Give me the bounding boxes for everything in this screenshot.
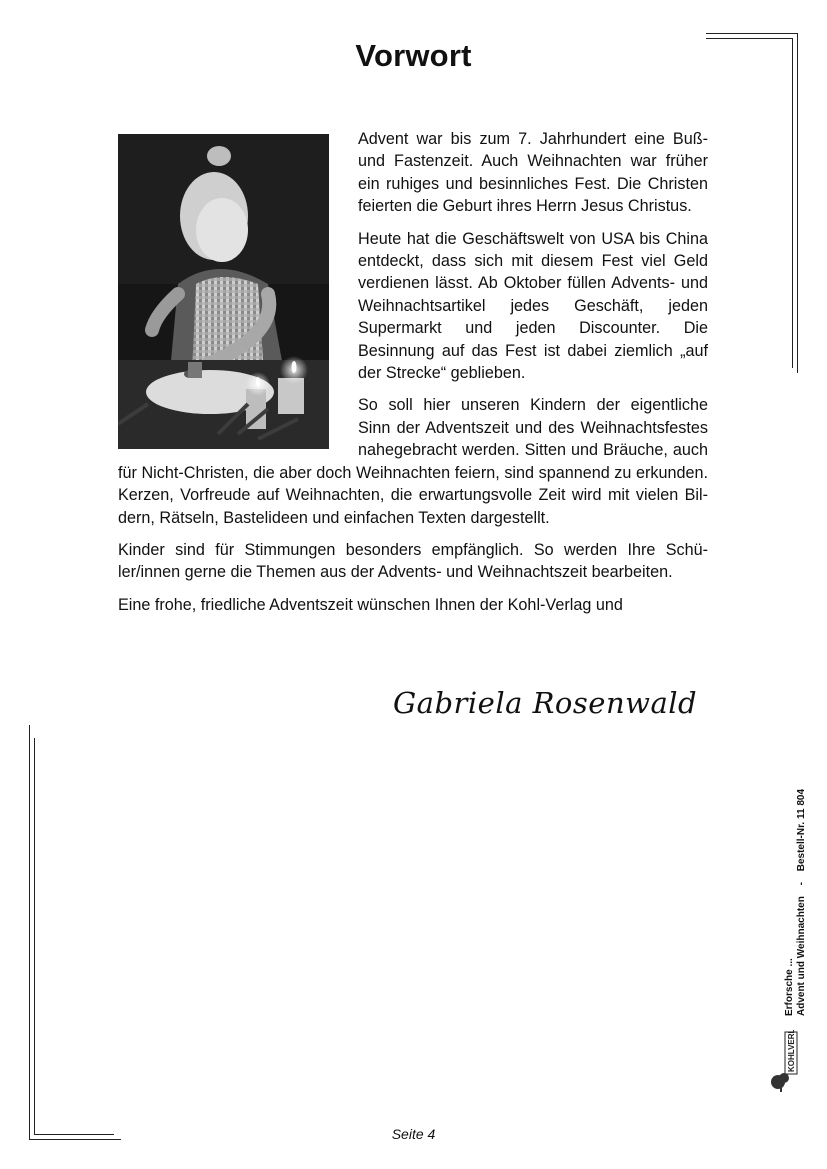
frame-bottom-left-vertical: [29, 725, 30, 1139]
frame-top-right-horizontal-inner: [706, 38, 793, 39]
sidebar-book-line: [796, 786, 808, 1016]
page-number: Seite 4: [391, 1126, 436, 1142]
publisher-sidebar: [784, 786, 808, 1016]
page-title: Vorwort: [355, 38, 472, 73]
paragraph-4: Kinder sind für Stimmungen besonders empfänglich. So werden Ihre Schüler/innen gerne die Themen aus der Advents- und Weihnachtszeit bearbeiten.: [118, 540, 708, 582]
photo-wrap-spacer: [118, 128, 358, 444]
foreword-text: [118, 128, 708, 626]
sidebar-separator: -: [796, 882, 807, 886]
tree-logo-icon: [769, 1030, 799, 1094]
paragraph-3: So soll hier unseren Kindern der eigentliche Sinn der Adventszeit und des Weihnachtsfestes nahegebracht werden. Sitten und Bräuche, auch für Nicht-Christen, die aber doch Weihnachten feiern, sind spannend zu erkunden. Kerzen, Vorfreude auf Weihnachten, die erwartungsvolle Zeit wird mit vielen Bildern, Rätseln, Bastelideen und einfachen Texten dargestellt.: [118, 396, 708, 527]
frame-top-right-horizontal: [706, 33, 798, 34]
sidebar-order-number: Bestell-Nr. 11 804: [796, 788, 807, 872]
frame-top-right-vertical-inner: [792, 38, 793, 368]
sidebar-series: Erforsche ...: [784, 958, 795, 1016]
author-signature: Gabriela Rosenwald: [393, 686, 698, 720]
frame-bottom-left-vertical-inner: [34, 738, 35, 1134]
paragraph-2: Heute hat die Geschäftswelt von USA bis China entdeckt, dass sich mit diesem Fest viel Geld verdienen lässt. Ab Oktober füllen Advents- und Weihnachtsartikel jedes Geschäft, jeden Supermarkt und jeden Discounter. Die Besinnung auf das Fest ist dabei ziemlich „auf der Strecke“ geblieben.: [358, 229, 708, 383]
kohl-verlag-logo: [769, 1030, 799, 1094]
paragraph-closing: Eine frohe, friedliche Adventszeit wünschen Ihnen der Kohl-Verlag und: [118, 595, 623, 614]
paragraph-1: Advent war bis zum 7. Jahrhundert eine Buß- und Fastenzeit. Auch Weihnachten war früher ein ruhiges und besinnliches Fest. Die Christen feierten die Geburt ihres Herrn Jesus Christus.: [358, 130, 708, 216]
logo-lettering: KOHLVERLAG: [787, 1030, 796, 1072]
sidebar-book-title: Advent und Weihnachten: [796, 896, 807, 1016]
frame-top-right-vertical: [797, 33, 798, 373]
